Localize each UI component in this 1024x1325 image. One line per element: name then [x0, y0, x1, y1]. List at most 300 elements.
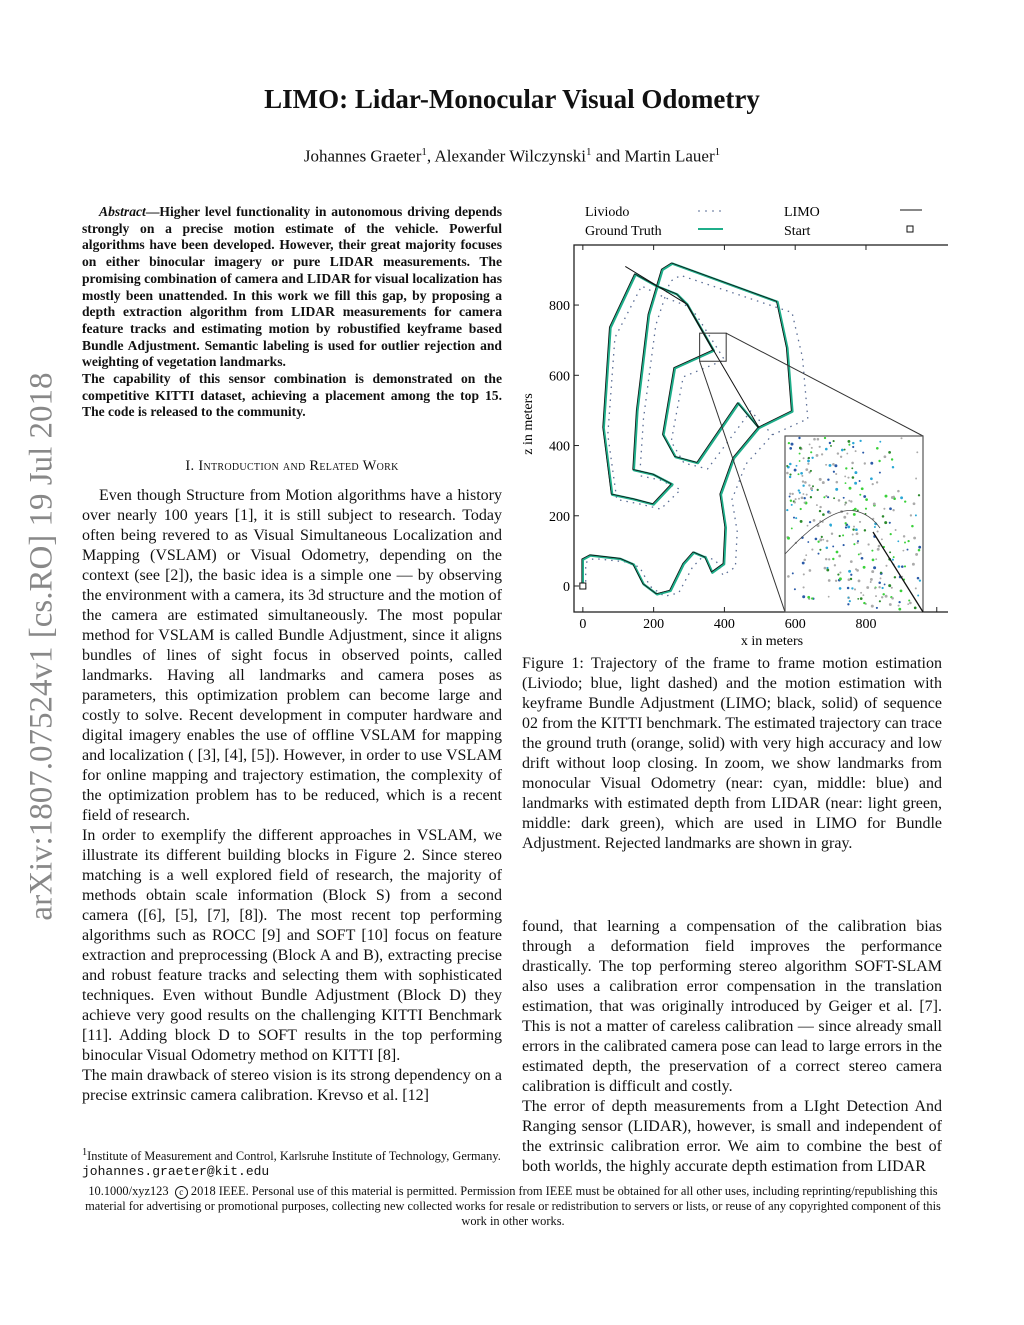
landmark-point: [798, 498, 800, 500]
ground-truth-trajectory: [583, 264, 793, 595]
landmark-point: [822, 539, 824, 541]
landmark-point: [856, 532, 859, 535]
landmark-point: [832, 558, 834, 560]
landmark-point: [870, 477, 873, 480]
landmark-point: [795, 498, 797, 500]
landmark-point: [819, 446, 821, 448]
landmark-point: [788, 442, 790, 444]
landmark-point: [841, 449, 844, 452]
landmark-point: [792, 493, 794, 495]
abstract-label: Abstract: [99, 204, 146, 219]
separator: and: [591, 146, 625, 166]
landmark-point: [879, 600, 881, 602]
landmark-point: [892, 559, 894, 561]
landmark-point: [816, 454, 819, 457]
landmark-point: [898, 605, 900, 607]
landmark-point: [858, 579, 861, 582]
landmark-point: [813, 519, 816, 522]
landmark-point: [859, 521, 861, 523]
landmark-point: [808, 457, 810, 459]
landmark-point: [817, 489, 819, 491]
landmark-point: [892, 509, 894, 511]
landmark-point: [825, 495, 827, 497]
landmark-point: [794, 588, 796, 590]
landmark-point: [878, 460, 880, 462]
landmark-point: [810, 496, 812, 498]
landmark-point: [860, 597, 863, 600]
landmark-point: [851, 467, 853, 469]
landmark-point: [864, 529, 866, 531]
landmark-point: [802, 493, 804, 495]
landmark-point: [911, 525, 914, 528]
landmark-point: [901, 565, 904, 568]
landmark-point: [895, 529, 897, 531]
landmark-point: [847, 525, 850, 528]
landmark-point: [874, 526, 876, 528]
landmark-point: [862, 594, 864, 596]
landmark-point: [846, 524, 848, 526]
landmark-point: [847, 603, 849, 605]
landmark-point: [885, 595, 888, 598]
landmark-point: [844, 504, 846, 506]
landmark-point: [907, 549, 909, 551]
y-tick-label: 200: [549, 509, 570, 525]
y-tick-label: 600: [549, 369, 570, 385]
landmark-point: [857, 598, 859, 600]
landmark-point: [853, 543, 855, 545]
landmark-point: [828, 596, 830, 598]
landmark-point: [904, 565, 906, 567]
landmark-point: [892, 466, 894, 468]
landmark-point: [810, 487, 813, 490]
affiliation-mark: 1: [421, 146, 427, 158]
landmark-point: [860, 553, 862, 555]
landmark-point: [852, 446, 854, 448]
landmark-point: [821, 453, 823, 455]
landmark-point: [845, 526, 847, 528]
landmark-point: [872, 559, 875, 562]
start-marker: [580, 583, 586, 589]
paragraph: In order to exemplify the different approaches in VSLAM, we illustrate its different building blocks in Figure 2. Since stereo matching is a well explored field of research, the majority of methods obtain scale information (Block S) from a second camera ([6], [5], [7], [8]). The most recent top performing algorithms such as ROCC [9] and SOFT [10] focus on feature extraction and preprocessing (Block A and B), extracting precise and robust feature tracks and selecting them with sophisticated techniques. Even without Bundle Adjustment (Block D) they achieve very good results on the challenging KITTI Benchmark [11]. Adding block D to SOFT results in the top performing binocular Visual Odometry method on KITTI [8].: [82, 827, 502, 1064]
landmark-point: [815, 538, 818, 541]
landmark-point: [802, 595, 805, 598]
landmark-point: [882, 593, 884, 595]
landmark-point: [916, 451, 918, 453]
abstract-text: The capability of this sensor combination is demonstrated on the competitive KITTI dataset, achieving a placement among the top 15. The code is released to the community.: [82, 371, 502, 420]
footnote-text: Institute of Measurement and Control, Karlsruhe Institute of Technology, Germany.: [87, 1149, 501, 1164]
landmark-point: [854, 471, 857, 474]
landmark-point: [805, 468, 808, 471]
landmark-point: [859, 480, 861, 482]
landmark-point: [837, 452, 839, 454]
landmark-point: [863, 566, 866, 569]
landmark-point: [870, 578, 873, 581]
landmark-point: [853, 526, 855, 528]
landmark-point: [865, 498, 868, 501]
landmark-point: [807, 525, 809, 527]
separator: ,: [426, 146, 435, 166]
footnote-mark: 1: [82, 1147, 88, 1158]
landmark-point: [811, 447, 813, 449]
landmark-point: [919, 579, 921, 581]
landmark-point: [885, 565, 887, 567]
landmark-point: [817, 438, 820, 441]
landmark-point: [819, 506, 821, 508]
landmark-point: [809, 569, 812, 572]
landmark-point: [884, 583, 886, 585]
landmark-point: [790, 499, 792, 501]
landmark-point: [850, 500, 852, 502]
paragraph: The main drawback of stereo vision is its strong dependency on a precise extrinsic camera calibration. Krevso et al. [12]: [82, 1067, 502, 1104]
legend-label-start: Start: [784, 224, 811, 239]
landmark-point: [890, 533, 892, 535]
landmark-point: [804, 497, 806, 499]
landmark-point: [825, 464, 827, 466]
landmark-point: [794, 469, 797, 472]
landmark-point: [799, 492, 801, 494]
copyright-text: 2018 IEEE. Personal use of this material is permitted. Permission from IEEE must be obtained for all other uses, including reprinting/republishing this material for advertising or promotional purposes, collecting new collected works for resale or redistribution to servers or lists, or reuse of any copyrighted component of this work in other works.: [85, 1184, 941, 1228]
landmark-point: [826, 547, 829, 550]
landmark-point: [902, 550, 904, 552]
landmark-point: [876, 481, 878, 483]
landmark-point: [889, 522, 891, 524]
landmark-point: [846, 513, 848, 515]
landmark-point: [813, 438, 816, 441]
legend-label-ground-truth: Ground Truth: [585, 224, 662, 239]
landmark-point: [810, 470, 812, 472]
landmark-point: [845, 482, 847, 484]
landmark-point: [859, 494, 861, 496]
landmark-point: [850, 574, 852, 576]
landmark-point: [898, 565, 901, 568]
landmark-point: [852, 534, 854, 536]
landmark-point: [803, 573, 805, 575]
landmark-point: [833, 497, 835, 499]
landmark-point: [807, 463, 809, 465]
left-column: [82, 486, 502, 1106]
landmark-point: [881, 596, 883, 598]
landmark-point: [900, 437, 902, 439]
landmark-point: [907, 540, 909, 542]
landmark-point: [801, 496, 804, 499]
landmark-point: [864, 462, 866, 464]
landmark-point: [854, 508, 857, 511]
landmark-point: [915, 514, 917, 516]
landmark-point: [796, 465, 798, 467]
landmark-point: [914, 607, 917, 610]
arxiv-identifier: arXiv:1807.07524v1 [cs.RO] 19 Jul 2018: [23, 372, 60, 921]
landmark-point: [840, 456, 842, 458]
landmark-point: [867, 543, 869, 545]
zoom-connector: [726, 333, 923, 436]
landmark-point: [837, 574, 839, 576]
landmark-point: [898, 601, 900, 603]
paper-title: LIMO: Lidar-Monocular Visual Odometry: [264, 84, 760, 114]
landmark-point: [830, 525, 832, 527]
landmark-point: [850, 560, 853, 563]
landmark-point: [795, 517, 797, 519]
landmark-point: [879, 472, 881, 474]
landmark-point: [852, 442, 854, 444]
landmark-point: [880, 577, 882, 579]
landmark-point: [903, 535, 905, 537]
landmark-point: [849, 600, 851, 602]
y-tick-label: 0: [563, 580, 570, 596]
landmark-point: [798, 437, 800, 439]
landmark-point: [821, 536, 823, 538]
landmark-point: [888, 584, 891, 587]
landmark-point: [789, 463, 792, 466]
author-name: Martin Lauer: [624, 146, 715, 166]
landmark-point: [827, 478, 829, 480]
landmark-point: [915, 587, 917, 589]
landmark-point: [836, 481, 839, 484]
landmark-point: [843, 544, 845, 546]
x-tick-label: 0: [579, 617, 587, 632]
x-tick-label: 200: [643, 617, 665, 632]
legend-label-limo: LIMO: [784, 205, 820, 220]
landmark-point: [917, 577, 920, 580]
landmark-point: [835, 580, 837, 582]
copyright-symbol: c: [175, 1186, 188, 1199]
landmark-point: [826, 540, 828, 542]
landmark-point: [845, 467, 847, 469]
landmark-point: [875, 595, 877, 597]
legend: [585, 205, 922, 239]
landmark-point: [798, 489, 800, 491]
landmark-point: [835, 473, 837, 475]
landmark-point: [915, 478, 917, 480]
landmark-point: [870, 581, 872, 583]
landmark-point: [833, 471, 835, 473]
landmark-point: [817, 541, 819, 543]
paragraph: found, that learning a compensation of the calibration bias through a deformation field improves the performance drastically. The top performing stereo algorithm SOFT-SLAM also uses a calibration error compensation in the translation estimation, that was originally introduced by Geiger et al. [7]. This is not a matter of careless calibration — since already small errors in the calibrated camera pose can lead to large errors in the estimated depth, the preservation of a correct stereo camera calibration is difficult and costly.: [522, 918, 942, 1095]
landmark-point: [907, 603, 909, 605]
landmark-point: [873, 503, 876, 506]
landmark-point: [891, 597, 894, 600]
landmark-point: [802, 480, 804, 482]
landmark-point: [848, 578, 851, 581]
x-tick-label: 600: [784, 617, 806, 632]
landmark-point: [824, 567, 827, 570]
landmark-point: [800, 520, 803, 523]
landmark-point: [833, 440, 835, 442]
landmark-point: [807, 460, 810, 463]
landmark-point: [889, 603, 892, 606]
right-column: [522, 917, 942, 1177]
landmark-point: [822, 481, 825, 484]
landmark-point: [789, 447, 792, 450]
landmark-point: [834, 564, 836, 566]
landmark-point: [798, 473, 800, 475]
landmark-point: [787, 537, 790, 540]
y-tick-label: 400: [549, 439, 570, 455]
landmark-point: [789, 476, 791, 478]
landmark-point: [872, 483, 874, 485]
landmark-point: [818, 553, 820, 555]
landmark-point: [882, 515, 885, 518]
landmark-point: [799, 460, 801, 462]
landmark-point: [871, 605, 874, 608]
landmark-point: [853, 513, 856, 516]
legend-swatch-start: [907, 226, 913, 232]
landmark-point: [885, 495, 888, 498]
landmark-point: [879, 441, 881, 443]
trajectory-figure: [518, 198, 948, 654]
landmark-point: [831, 532, 833, 534]
landmark-point: [844, 475, 846, 477]
landmark-point: [856, 569, 859, 572]
landmark-point: [873, 566, 876, 569]
landmark-point: [791, 504, 793, 506]
landmark-point: [871, 550, 873, 552]
landmark-point: [848, 570, 851, 573]
landmark-point: [842, 534, 844, 536]
landmark-point: [807, 541, 809, 543]
landmark-point: [843, 497, 845, 499]
abstract-text: Higher level functionality in autonomous driving depends strongly on a precise motion estimate of the vehicle. Powerful algorithms have been developed. However, their great majority focuses on either binocular imagery or pure LIDAR measurements. The promising combination of camera and LIDAR for visual localization has mostly been unattended. In this work we fill this gap, by proposing a depth extraction algorithm from LIDAR measurements for camera feature tracks and estimating motion by robustified keyframe based Bundle Adjustment. Semantic labeling is used for outlier rejection and weighting of vegetation landmarks.: [82, 204, 502, 370]
landmark-point: [878, 586, 880, 588]
landmark-point: [877, 548, 880, 551]
landmark-point: [807, 596, 810, 599]
landmark-point: [825, 448, 828, 451]
landmark-point: [811, 549, 813, 551]
landmark-point: [822, 513, 825, 516]
landmark-point: [912, 563, 915, 566]
landmark-point: [845, 502, 847, 504]
legend-label-liviodo: Liviodo: [585, 205, 630, 220]
copyright-notice: [82, 1184, 944, 1229]
landmark-point: [806, 494, 808, 496]
landmark-point: [852, 528, 854, 530]
landmark-point: [889, 507, 892, 510]
landmark-point: [863, 495, 866, 498]
landmark-point: [819, 510, 821, 512]
doi: 10.1000/xyz123: [88, 1184, 169, 1198]
landmark-point: [789, 474, 791, 476]
landmark-point: [832, 463, 835, 466]
paragraph: The error of depth measurements from a LIght Detection And Ranging sensor (LIDAR), however, is small and independent of the extrinsic calibration error. We aim to combine the best of both worlds, the highly accurate depth estimation from LIDAR: [522, 1098, 942, 1175]
paragraph: Even though Structure from Motion algorithms have a history over nearly 100 years [1], it is still subject to research. Today often being revered to as Visual Simultaneous Localization and Mapping (VSLAM) or Visual Odometry, depending on the context (see [2]), the basic idea is a simple one — by observing the environment with a camera, its 3d structure and the motion of the camera are estimated simultaneously. The most popular method for VSLAM is called Bundle Adjustment, since it aligns bundles of lines of sight focus in observed points, called landmarks. Having all landmarks and camera poses as parameters, this optimization problem can become large and costly to solve. Recent development in computer hardware and digital imagery enables the use of offline VSLAM for mapping and localization ( [3], [4], [5]). However, in order to use VSLAM for online mapping and trajectory estimation, the complexity of the optimization problem has to be reduced, which is a recent field of research.: [82, 487, 502, 824]
y-axis-label: z in meters: [521, 393, 536, 455]
landmark-point: [866, 586, 869, 589]
landmark-point: [809, 443, 811, 445]
footnote: [82, 1145, 502, 1179]
landmark-point: [854, 588, 856, 590]
landmark-point: [884, 455, 887, 458]
landmark-point: [839, 572, 841, 574]
landmark-point: [830, 445, 832, 447]
landmark-point: [891, 587, 893, 589]
landmark-point: [847, 440, 850, 443]
landmark-point: [852, 476, 855, 479]
landmark-point: [838, 499, 841, 502]
landmark-point: [839, 535, 841, 537]
landmark-point: [828, 579, 831, 582]
section-heading: I. Introduction and Related Work: [185, 458, 399, 474]
x-axis-label: x in meters: [740, 634, 804, 649]
landmark-point: [847, 587, 850, 590]
landmark-point: [848, 444, 850, 446]
landmark-point: [829, 511, 832, 514]
landmark-point: [820, 479, 822, 481]
landmark-point: [800, 508, 802, 510]
landmark-point: [791, 527, 793, 529]
author-name: Alexander Wilczynski: [434, 146, 586, 166]
landmark-point: [910, 514, 912, 516]
landmark-point: [789, 496, 791, 498]
landmark-point: [786, 472, 789, 475]
landmark-point: [812, 485, 814, 487]
landmark-point: [908, 599, 910, 601]
landmark-point: [810, 451, 812, 453]
landmark-point: [860, 592, 862, 594]
landmark-point: [897, 490, 900, 493]
landmark-point: [904, 500, 906, 502]
landmark-point: [888, 451, 891, 454]
landmark-point: [881, 587, 883, 589]
landmark-point: [863, 602, 865, 604]
landmark-point: [851, 462, 854, 465]
landmark-point: [829, 442, 831, 444]
landmark-point: [826, 569, 829, 572]
landmark-point: [803, 457, 805, 459]
landmark-point: [794, 501, 796, 503]
landmark-point: [811, 597, 813, 599]
landmark-point: [865, 508, 867, 510]
landmark-point: [802, 484, 804, 486]
landmark-point: [878, 545, 881, 548]
landmark-point: [889, 551, 891, 553]
landmark-point: [799, 453, 801, 455]
landmark-point: [844, 449, 846, 451]
landmark-point: [900, 590, 903, 593]
landmark-point: [803, 559, 806, 562]
zoom-inset: [785, 436, 923, 612]
landmark-point: [849, 487, 852, 490]
landmark-point: [878, 581, 881, 584]
landmark-point: [859, 440, 861, 442]
landmark-point: [876, 607, 878, 609]
landmark-point: [857, 540, 859, 542]
landmark-point: [824, 437, 826, 439]
landmark-point: [918, 494, 920, 496]
landmark-point: [891, 458, 893, 460]
landmark-point: [847, 597, 849, 599]
landmark-point: [918, 549, 921, 552]
email-link[interactable]: johannes.graeter@kit.edu: [82, 1164, 270, 1180]
landmark-point: [846, 453, 848, 455]
landmark-point: [874, 587, 876, 589]
landmark-point: [804, 502, 806, 504]
landmark-point: [839, 587, 842, 590]
landmark-point: [825, 558, 827, 560]
landmark-point: [861, 557, 864, 560]
landmark-point: [792, 572, 794, 574]
landmark-point: [880, 572, 882, 574]
landmark-point: [855, 528, 858, 531]
landmark-point: [791, 443, 794, 446]
landmark-point: [839, 577, 842, 580]
landmark-point: [847, 477, 849, 479]
affiliation-mark: 1: [714, 146, 721, 158]
landmark-point: [787, 575, 790, 578]
x-tick-label: 800: [855, 617, 877, 632]
figure-caption: Figure 1: Trajectory of the frame to frame motion estimation (Liviodo; blue, light dashed) and the motion estimation with keyframe Bundle Adjustment (LIMO; black, solid) of sequence 02 from the KITTI benchmark. The estimated trajectory can trace the ground truth (orange, solid) with very high accuracy and low drift without loop closing. In zoom, we show landmarks from monocular Visual Odometry (near: cyan, middle: blue) and landmarks with estimated depth from LIDAR (near: light green, middle: dark green), which are used in LIMO for Bundle Adjustment. Rejected landmarks are shown in gray.: [522, 655, 942, 852]
landmark-point: [834, 464, 837, 467]
landmark-point: [884, 521, 887, 524]
landmark-point: [856, 542, 858, 544]
